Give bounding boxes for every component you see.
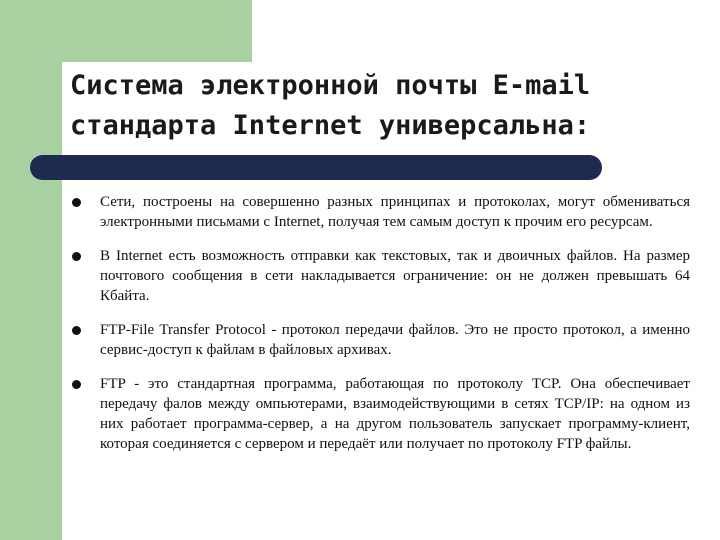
bullet-item xyxy=(70,320,690,360)
title-underline-bar xyxy=(30,155,602,180)
bullet-icon xyxy=(72,326,81,335)
slide-title-line-1: Система электронной почты E-mail xyxy=(70,70,591,101)
bullet-icon xyxy=(72,198,81,207)
bullet-text: FTP - это стандартная программа, работающая по протоколу TCP. Она обеспечивает передачу фалов между омпьютерами, взаимодействующими в сетях TCP/IP: на одном из них работает программа-сервер, а на другом пользователь запускает программу-клиент, которая соединяется с сервером и передаёт или получает по протоколу FTP файлы. xyxy=(100,376,690,452)
bullet-icon xyxy=(72,380,81,389)
bullet-item xyxy=(70,246,690,306)
bullet-item xyxy=(70,374,690,454)
bullet-item xyxy=(70,192,690,232)
bullet-text: FTP-File Transfer Protocol - протокол передачи файлов. Это не просто протокол, а именно сервис-доступ к файлам в файловых архивах. xyxy=(100,322,690,358)
bullet-text: В Internet есть возможность отправки как текстовых, так и двоичных файлов. На размер почтового сообщения в сети накладывается ограничение: он не должен превышать 64 Кбайта. xyxy=(100,248,690,304)
slide-title-line-2: стандарта Internet универсальна: xyxy=(70,110,591,141)
bullet-text: Сети, построены на совершенно разных принципах и протоколах, могут обмениваться электронными письмами с Internet, получая тем самым доступ к прочим его ресурсам. xyxy=(100,194,690,230)
slide-title xyxy=(70,66,710,146)
bullet-list xyxy=(70,192,690,468)
bullet-icon xyxy=(72,252,81,261)
decorative-green-strip-left xyxy=(0,0,62,540)
